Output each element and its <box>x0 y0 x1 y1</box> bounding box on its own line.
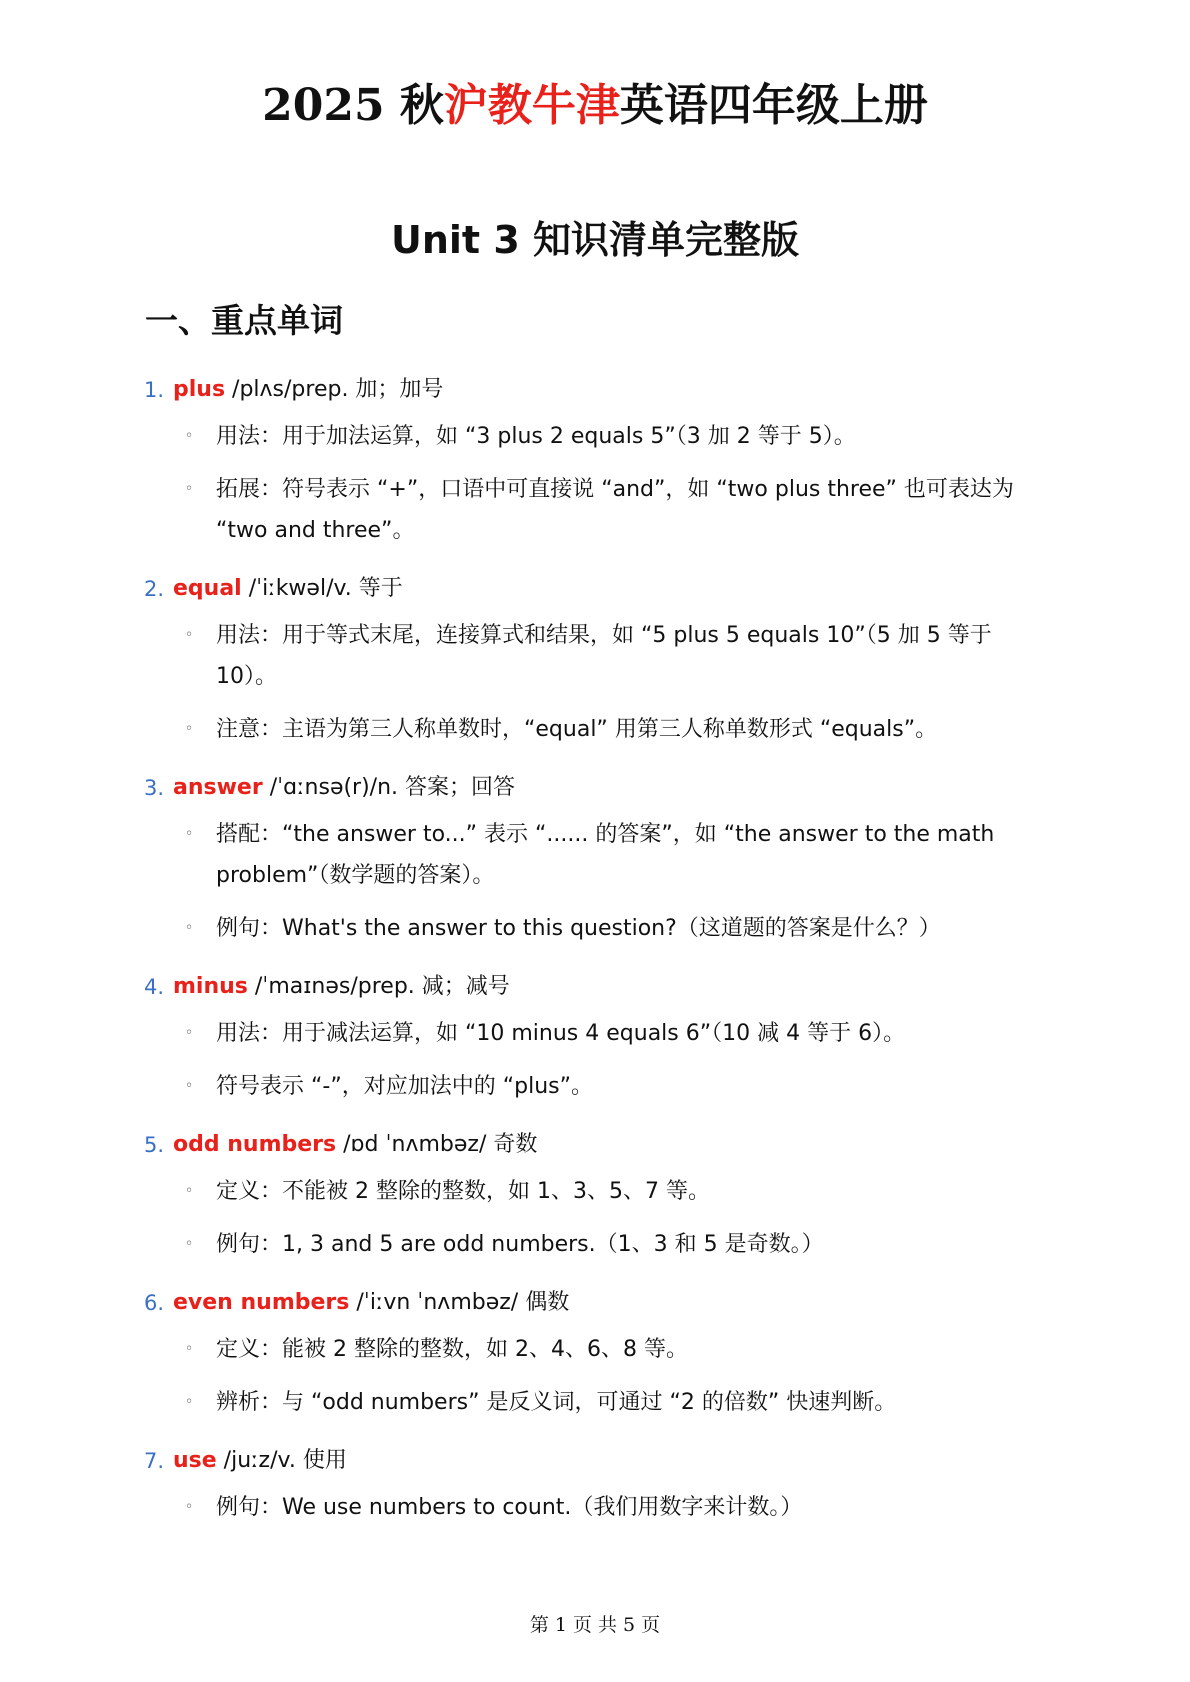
vocab-item <box>0 961 1190 1107</box>
vocab-item <box>0 1119 1190 1265</box>
vocab-item <box>0 563 1190 750</box>
vocab-note-text: 符号表示 “-”，对应加法中的 “plus”。 <box>216 1074 593 1099</box>
vocab-item-text <box>173 961 510 1013</box>
vocab-note <box>0 814 1190 896</box>
vocab-note <box>0 709 1190 750</box>
bullet-circle-icon: ◦ <box>185 1183 194 1199</box>
vocab-item-text <box>173 563 403 615</box>
vocab-item-number: 6. <box>144 1291 165 1315</box>
title-publisher: 沪教牛津 <box>443 80 620 131</box>
unit-subtitle: Unit 3 知识清单完整版 <box>391 218 799 262</box>
vocab-item-number: 2. <box>144 577 165 601</box>
vocab-note <box>0 1171 1190 1212</box>
bullet-circle-icon: ◦ <box>185 920 194 936</box>
vocab-note-text: 搭配：“the answer to...” 表示 “...... 的答案”，如 “the answer to the math problem”（数学题的答案）。 <box>216 822 995 888</box>
bullet-circle-icon: ◦ <box>185 428 194 444</box>
vocab-item-heading <box>0 1435 1190 1487</box>
vocab-item-number: 1. <box>144 378 165 402</box>
title-rest: 英语四年级上册 <box>619 80 928 131</box>
vocab-note-text: 用法：用于减法运算，如 “10 minus 4 equals 6”（10 减 4 等于 6）。 <box>216 1021 906 1046</box>
vocab-item-heading <box>0 563 1190 615</box>
vocab-item-heading <box>0 961 1190 1013</box>
section-title: 一、重点单词 <box>145 301 343 340</box>
vocab-word: answer <box>173 775 263 800</box>
vocab-item <box>0 1277 1190 1423</box>
vocab-note-text: 辨析：与 “odd numbers” 是反义词，可通过 “2 的倍数” 快速判断。 <box>216 1390 897 1415</box>
vocab-note <box>0 469 1190 551</box>
vocab-pronunciation-meaning: /ˈiːvn ˈnʌmbəz/ 偶数 <box>349 1290 570 1315</box>
vocab-item-text <box>173 762 515 814</box>
bullet-circle-icon: ◦ <box>185 481 194 497</box>
vocab-word: even numbers <box>173 1290 350 1315</box>
vocab-note-text: 用法：用于等式末尾，连接算式和结果，如 “5 plus 5 equals 10”（5 加 5 等于 10）。 <box>216 623 992 689</box>
vocab-word: minus <box>173 974 248 999</box>
vocab-pronunciation-meaning: /ɒd ˈnʌmbəz/ 奇数 <box>336 1132 538 1157</box>
vocab-item-heading <box>0 364 1190 416</box>
vocab-note <box>0 1224 1190 1265</box>
bullet-circle-icon: ◦ <box>185 1078 194 1094</box>
vocab-item-text <box>173 1119 537 1171</box>
vocab-note-text: 用法：用于加法运算，如 “3 plus 2 equals 5”（3 加 2 等于 5）。 <box>216 424 856 449</box>
vocab-note-text: 例句：1, 3 and 5 are odd numbers.（1、3 和 5 是奇数。） <box>216 1232 824 1257</box>
vocab-item-heading <box>0 1277 1190 1329</box>
vocab-item <box>0 364 1190 551</box>
vocab-note-text: 定义：不能被 2 整除的整数，如 1、3、5、7 等。 <box>216 1179 710 1204</box>
bullet-circle-icon: ◦ <box>185 826 194 842</box>
vocab-pronunciation-meaning: /ˈɑːnsə(r)/n. 答案；回答 <box>262 775 516 800</box>
document-title <box>0 76 1190 136</box>
vocab-word: plus <box>173 377 226 402</box>
vocab-item-number: 4. <box>144 975 165 999</box>
title-year: 2025 秋 <box>262 80 444 131</box>
vocab-pronunciation-meaning: /ˈiːkwəl/v. 等于 <box>241 576 403 601</box>
vocab-note-text: 例句：We use numbers to count.（我们用数字来计数。） <box>216 1495 803 1520</box>
vocab-note <box>0 1329 1190 1370</box>
vocab-item <box>0 762 1190 949</box>
vocab-note <box>0 1382 1190 1423</box>
vocab-item-number: 5. <box>144 1133 165 1157</box>
vocab-note <box>0 908 1190 949</box>
vocab-pronunciation-meaning: /plʌs/prep. 加；加号 <box>225 377 444 402</box>
vocab-item-heading <box>0 762 1190 814</box>
vocab-note-text: 例句：What's the answer to this question?（这道题的答案是什么？） <box>216 916 941 941</box>
page-footer: 第 1 页 共 5 页 <box>529 1614 661 1636</box>
vocab-pronunciation-meaning: /juːz/v. 使用 <box>216 1448 347 1473</box>
vocab-note <box>0 416 1190 457</box>
bullet-circle-icon: ◦ <box>185 1025 194 1041</box>
vocab-note <box>0 1487 1190 1528</box>
vocab-item-number: 7. <box>144 1449 165 1473</box>
bullet-circle-icon: ◦ <box>185 1499 194 1515</box>
vocab-note-text: 定义：能被 2 整除的整数，如 2、4、6、8 等。 <box>216 1337 688 1362</box>
vocab-item-text <box>173 364 443 416</box>
vocab-word: use <box>173 1448 217 1473</box>
vocab-note <box>0 1066 1190 1107</box>
vocab-note-text: 注意：主语为第三人称单数时，“equal” 用第三人称单数形式 “equals”。 <box>216 717 938 742</box>
vocabulary-list <box>0 364 1190 1540</box>
vocab-note <box>0 615 1190 697</box>
vocab-item <box>0 1435 1190 1528</box>
vocab-word: odd numbers <box>173 1132 337 1157</box>
bullet-circle-icon: ◦ <box>185 1341 194 1357</box>
vocab-item-heading <box>0 1119 1190 1171</box>
bullet-circle-icon: ◦ <box>185 627 194 643</box>
vocab-item-text <box>173 1277 569 1329</box>
vocab-word: equal <box>173 576 242 601</box>
bullet-circle-icon: ◦ <box>185 1236 194 1252</box>
vocab-pronunciation-meaning: /ˈmaɪnəs/prep. 减；减号 <box>247 974 510 999</box>
bullet-circle-icon: ◦ <box>185 721 194 737</box>
vocab-note-text: 拓展：符号表示 “+”，口语中可直接说 “and”，如 “two plus three” 也可表达为 “two and three”。 <box>216 477 1014 543</box>
vocab-note <box>0 1013 1190 1054</box>
bullet-circle-icon: ◦ <box>185 1394 194 1410</box>
vocab-item-text <box>173 1435 347 1487</box>
vocab-item-number: 3. <box>144 776 165 800</box>
